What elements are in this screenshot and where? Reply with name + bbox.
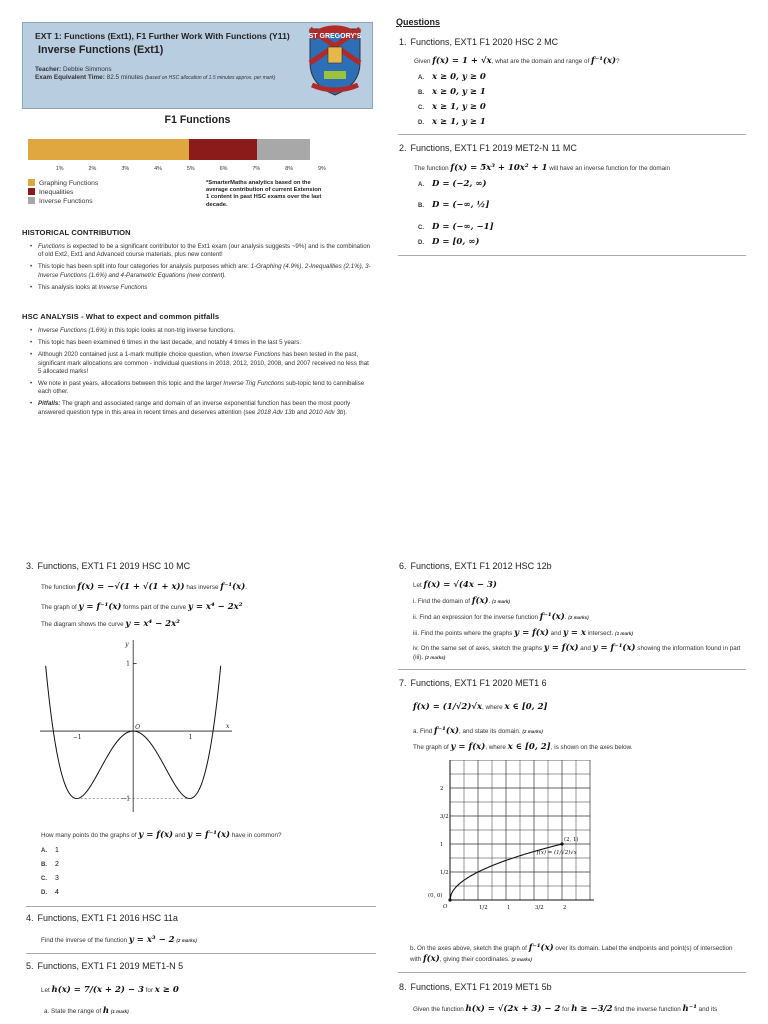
point-label: (0, 0) — [428, 893, 443, 899]
q1-option-d[interactable]: D. x ≥ 1, y ≥ 1 — [418, 117, 486, 127]
q7-grid-graph — [422, 760, 594, 922]
y-axis-label: y — [125, 641, 129, 648]
divider — [398, 255, 746, 256]
q4-title: 4. Functions, EXT1 F1 2016 HSC 11a — [26, 913, 178, 923]
legend-graphing: Graphing Functions — [28, 179, 98, 189]
bar-segment-1 — [189, 139, 258, 160]
start-point — [448, 898, 451, 901]
legend-inverse: Inverse Functions — [28, 197, 93, 207]
x-tick-label: 1 — [507, 905, 511, 911]
q2-option-a[interactable]: A. D = (−2, ∞) — [418, 179, 487, 189]
crest-text: ST GREGORY'S — [308, 33, 362, 40]
q1-stem: Given f(x) = 1 + √x, what are the domain and range of f⁻¹(x)? — [414, 56, 620, 66]
tick-label: 3% — [121, 166, 130, 172]
historical-list — [28, 243, 373, 296]
q3-option-a[interactable]: A. 1 — [41, 847, 59, 854]
header-exam-time: Exam Equivalent Time: 82.5 minutes (based on HSC allocation of 1.5 minutes approx. per mark) — [35, 74, 276, 82]
divider — [398, 669, 746, 670]
q5-title: 5. Functions, EXT1 F1 2019 MET1-N 5 — [26, 961, 184, 971]
tick-label: 5% — [186, 166, 195, 172]
origin-label: O — [443, 904, 448, 910]
q6-part-iii: iii. Find the points where the graphs y = f(x) and y = x intersect. (1 mark) — [413, 628, 633, 638]
q1-option-b[interactable]: B. x ≥ 0, y ≥ 1 — [418, 87, 486, 97]
q6-part-iv: iv. On the same set of axes, sketch the graphs y = f(x) and y = f⁻¹(x) showing the information found in part (iii). (2 marks) — [413, 643, 741, 662]
q2-option-b[interactable]: B. D = (−∞, ½] — [418, 200, 490, 210]
divider — [26, 953, 376, 954]
q3-line2: The graph of y = f⁻¹(x) forms part of the curve y = x⁴ − 2x² — [41, 602, 243, 612]
x-tick-label: 3/2 — [535, 905, 544, 911]
list-item: • Functions is expected to be a significant contributor to the Ext1 exam (our analysis suggests ~9%) and is the combination of old Ext2, Ext1 and Advanced course materials, plus new content! — [28, 243, 373, 259]
q3-quartic-graph — [36, 636, 236, 816]
q1-option-a[interactable]: A. x ≥ 0, y ≥ 0 — [418, 72, 486, 82]
q2-stem: The function f(x) = 5x³ + 10x² + 1 will have an inverse function for the domain — [414, 163, 671, 173]
tick-label: 4% — [154, 166, 162, 172]
list-item: • Pitfalls: The graph and associated range and domain of an inverse exponential function has been the most poorly answered question type in this area in recent times and deserves attention (see 2018 Adv 13b and 2010 Adv 3b). — [28, 400, 373, 416]
q6-part-ii: ii. Find an expression for the inverse function f⁻¹(x). (2 marks) — [413, 612, 589, 622]
divider — [398, 972, 746, 973]
historical-heading: HISTORICAL CONTRIBUTION — [22, 228, 131, 237]
q6-part-i: i. Find the domain of f(x). (1 mark) — [413, 596, 510, 606]
tick-label: 1 — [126, 660, 131, 668]
x-tick-label: 2 — [563, 905, 567, 911]
chart-footnote: *SmarterMaths analytics based on the average contribution of current Extension 1 content in past HSC exams over the last decade. — [206, 180, 322, 208]
analysis-list — [28, 327, 373, 421]
x-tick-label: 1/2 — [479, 905, 488, 911]
list-item: • Although 2020 contained just a 1-mark multiple choice question, when Inverse Functions has been tested in the past, significant mark allocations are common - individual questions in 2018, 2012, 2010, 2008, and 2007 received no less that 5 allocated marks! — [28, 351, 373, 376]
y-tick-label: 1 — [440, 842, 444, 848]
q1-title: 1. Functions, EXT1 F1 2020 HSC 2 MC — [399, 37, 559, 47]
q7-title: 7. Functions, EXT1 F1 2020 MET1 6 — [399, 678, 547, 688]
analysis-heading: HSC ANALYSIS - What to expect and common pitfalls — [22, 312, 220, 321]
q3-option-c[interactable]: C. 3 — [41, 875, 59, 882]
tick-label: 6% — [219, 166, 228, 172]
q6-stem: Let f(x) = √(4x − 3) — [413, 580, 497, 590]
q6-title: 6. Functions, EXT1 F1 2012 HSC 12b — [399, 561, 552, 571]
q8-title: 8. Functions, EXT1 F1 2019 MET1 5b — [399, 982, 552, 992]
divider — [398, 134, 746, 135]
q2-option-c[interactable]: C. D = (−∞, −1] — [418, 222, 494, 232]
q7-graph-caption: The graph of y = f(x), where x ∈ [0, 2], is shown on the axes below. — [413, 742, 633, 752]
school-crest-logo — [306, 25, 364, 97]
q4-stem: Find the inverse of the function y = x³ − 2 (2 marks) — [41, 935, 197, 945]
q8-stem: Given the function h(x) = √(2x + 3) − 2 for h ≥ −3/2 find the inverse function h⁻¹ and its — [413, 1004, 718, 1014]
legend-swatch-graphing — [28, 179, 35, 186]
q2-title: 2. Functions, EXT1 F1 2019 MET2-N 11 MC — [399, 143, 577, 153]
y-tick-label: 1/2 — [440, 870, 449, 876]
origin-label: O — [135, 724, 141, 732]
q7-part-b: b. On the axes above, sketch the graph of f⁻¹(x) over its domain. Label the endpoints and point(s) of intersection with f(x), giving their coordinates. (2 marks) — [410, 943, 733, 965]
q2-option-d[interactable]: D. D = [0, ∞) — [418, 237, 480, 247]
tick-label: 8% — [285, 166, 294, 172]
tick-label: 7% — [252, 166, 261, 172]
list-item: • We note in past years, allocations between this topic and the larger Inverse Trig Functions sub-topic tend to cannibalise each other. — [28, 380, 373, 396]
header-course-title: EXT 1: Functions (Ext1), F1 Further Work With Functions (Y11) — [35, 31, 290, 41]
tick-label: 1% — [55, 166, 64, 172]
q1-option-c[interactable]: C. x ≥ 1, y ≥ 0 — [418, 102, 486, 112]
legend-inequalities: Inequalities — [28, 188, 73, 198]
point-label: (2, 1) — [564, 837, 579, 843]
q5-part-a: a. State the range of h (1 mark) — [44, 1006, 129, 1016]
y-tick-label: 3/2 — [440, 814, 449, 820]
q7-part-a: a. Find f⁻¹(x), and state its domain. (2 marks) — [413, 726, 543, 736]
header-teacher: Teacher: Debbie Simmons — [35, 65, 112, 73]
tick-label: 9% — [318, 166, 326, 172]
q3-line3: The diagram shows the curve y = x⁴ − 2x² — [41, 619, 180, 629]
legend-swatch-inverse — [28, 197, 35, 204]
list-item: • This topic has been examined 6 times in the last decade, and notably 4 times in the last 5 years. — [28, 339, 373, 347]
q5-stem: Let h(x) = 7/(x + 2) − 3 for x ≥ 0 — [41, 985, 179, 995]
tick-label: −1 — [121, 795, 131, 803]
legend-swatch-inequalities — [28, 188, 35, 195]
tick-label: −1 — [72, 734, 82, 742]
tick-label: 1 — [188, 734, 193, 742]
bar-segment-0 — [28, 139, 189, 160]
list-item: • This topic has been split into four categories for analysis purposes which are: 1-Graphing (4.9%), 2-Inequalities (2.1%), 3-Inverse Functions (1.6%) and 4-Parametric Equations (new content). — [28, 263, 373, 279]
q3-line1: The function f(x) = −√(1 + √(1 + x)) has inverse f⁻¹(x). — [41, 582, 248, 592]
q3-option-d[interactable]: D. 4 — [41, 889, 59, 896]
curve-label: f(x) = (1/√2)√x — [536, 850, 577, 857]
questions-heading: Questions — [396, 17, 441, 27]
q3-title: 3. Functions, EXT1 F1 2019 HSC 10 MC — [26, 561, 191, 571]
list-item: • Inverse Functions (1.6%) in this topic looks at non-trig inverse functions. — [28, 327, 373, 335]
divider — [26, 906, 376, 907]
list-item: • This analysis looks at Inverse Functions — [28, 284, 373, 292]
y-tick-label: 2 — [440, 786, 444, 792]
q3-option-b[interactable]: B. 2 — [41, 861, 59, 868]
x-axis-label: x — [226, 723, 230, 731]
bar-segment-2 — [257, 139, 309, 160]
tick-label: 2% — [88, 166, 97, 172]
header-topic-title: Inverse Functions (Ext1) — [38, 44, 164, 57]
q7-stem: f(x) = (1/√2)√x, where x ∈ [0, 2] — [413, 702, 548, 712]
q3-question: How many points do the graphs of y = f(x) and y = f⁻¹(x) have in common? — [41, 830, 282, 840]
chart-title: F1 Functions — [164, 114, 231, 126]
